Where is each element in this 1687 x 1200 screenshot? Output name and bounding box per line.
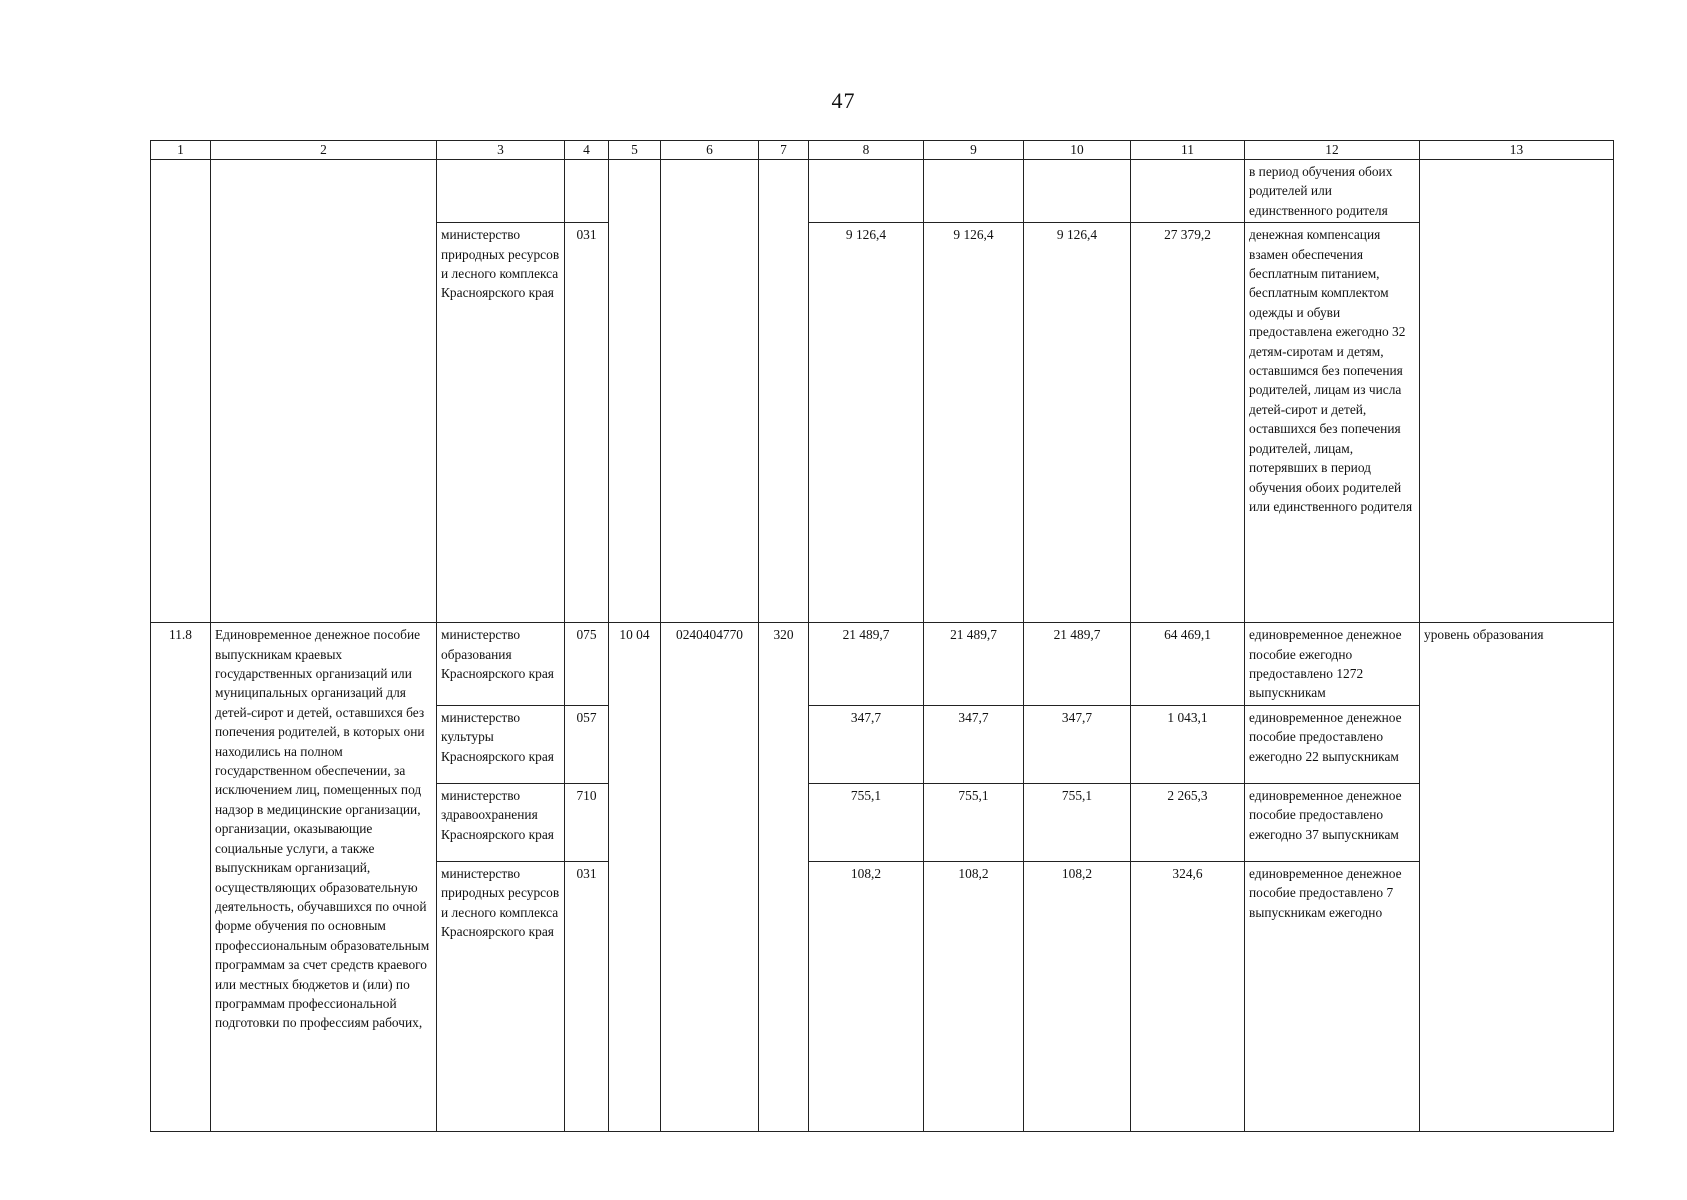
year3-cell: 9 126,4 [1024,223,1131,623]
total-cell: 64 469,1 [1131,623,1245,706]
year1-cell: 755,1 [809,783,924,861]
year2-cell: 755,1 [924,783,1024,861]
result-cell: единовременное денежное пособие предоставлено ежегодно 37 выпускникам [1245,783,1420,861]
cell-empty [1420,160,1614,623]
total-cell: 27 379,2 [1131,223,1245,623]
cell-empty [151,160,211,623]
year3-cell: 21 489,7 [1024,623,1131,706]
header-cell: 6 [661,141,759,160]
header-cell: 11 [1131,141,1245,160]
cell-empty [759,160,809,623]
table-row [151,623,1614,706]
agency-cell: министерство образования Красноярского края [437,623,565,706]
result-cell: единовременное денежное пособие ежегодно предоставлено 1272 выпускникам [1245,623,1420,706]
header-cell: 12 [1245,141,1420,160]
result-cell: денежная компенсация взамен обеспечения бесплатным питанием, бесплатным комплектом одежды и обуви предоставлена ежегодно 32 детям-сиротам и детям, оставшимся без попечения родителей, лицам из числа детей-сирот и детей, оставшихся без попечения родителей, лицам, потерявших в период обучения обоих родителей или единственного родителя [1245,223,1420,623]
cell-empty [1131,160,1245,223]
section-cell: 10 04 [609,623,661,1132]
header-cell: 13 [1420,141,1614,160]
result-cell: в период обучения обоих родителей или единственного родителя [1245,160,1420,223]
year2-cell: 108,2 [924,861,1024,1131]
agency-cell: министерство здравоохранения Красноярского края [437,783,565,861]
agency-cell: министерство культуры Красноярского края [437,705,565,783]
header-cell: 10 [1024,141,1131,160]
cell-empty [809,160,924,223]
item-name: Единовременное денежное пособие выпускникам краевых государственных организаций или муниципальных организаций для детей-сирот и детей, оставшихся без попечения родителей, в которых они находились на полном государственном обеспечении, за исключением лиц, помещенных под надзор в медицинские организации, организации, оказывающие социальные услуги, а также выпускникам организаций, осуществляющих образовательную деятельность, обучавшихся по очной форме обучения по основным профессиональным образовательным программам за счет средств краевого или местных бюджетов и (или) по программам профессиональной подготовки по профессиям рабочих, [211,623,437,1132]
agency-cell: министерство природных ресурсов и лесного комплекса Красноярского края [437,223,565,623]
page-number: 47 [831,88,856,113]
year1-cell: 108,2 [809,861,924,1131]
header-cell: 9 [924,141,1024,160]
cell-empty [437,160,565,223]
year3-cell: 755,1 [1024,783,1131,861]
result-cell: единовременное денежное пособие предоставлено ежегодно 22 выпускникам [1245,705,1420,783]
total-cell: 2 265,3 [1131,783,1245,861]
code-cell: 057 [565,705,609,783]
note-cell: уровень образования [1420,623,1614,1132]
cell-empty [1024,160,1131,223]
code-cell: 031 [565,223,609,623]
code-cell: 075 [565,623,609,706]
cell-empty [211,160,437,623]
result-cell: единовременное денежное пособие предоставлено 7 выпускникам ежегодно [1245,861,1420,1131]
agency-cell: министерство природных ресурсов и лесного комплекса Красноярского края [437,861,565,1131]
code-cell: 710 [565,783,609,861]
header-cell: 1 [151,141,211,160]
table-row [151,160,1614,223]
cell-empty [924,160,1024,223]
header-cell: 3 [437,141,565,160]
item-number: 11.8 [151,623,211,1132]
header-row [151,141,1614,160]
header-cell: 5 [609,141,661,160]
cell-empty [609,160,661,623]
header-cell: 2 [211,141,437,160]
cell-empty [661,160,759,623]
cell-empty [565,160,609,223]
target-cell: 0240404770 [661,623,759,1132]
program-table [150,140,1614,1132]
year1-cell: 21 489,7 [809,623,924,706]
year3-cell: 108,2 [1024,861,1131,1131]
year1-cell: 347,7 [809,705,924,783]
year3-cell: 347,7 [1024,705,1131,783]
kind-cell: 320 [759,623,809,1132]
year2-cell: 347,7 [924,705,1024,783]
total-cell: 324,6 [1131,861,1245,1131]
header-cell: 4 [565,141,609,160]
year2-cell: 21 489,7 [924,623,1024,706]
code-cell: 031 [565,861,609,1131]
header-cell: 7 [759,141,809,160]
header-cell: 8 [809,141,924,160]
year1-cell: 9 126,4 [809,223,924,623]
total-cell: 1 043,1 [1131,705,1245,783]
year2-cell: 9 126,4 [924,223,1024,623]
